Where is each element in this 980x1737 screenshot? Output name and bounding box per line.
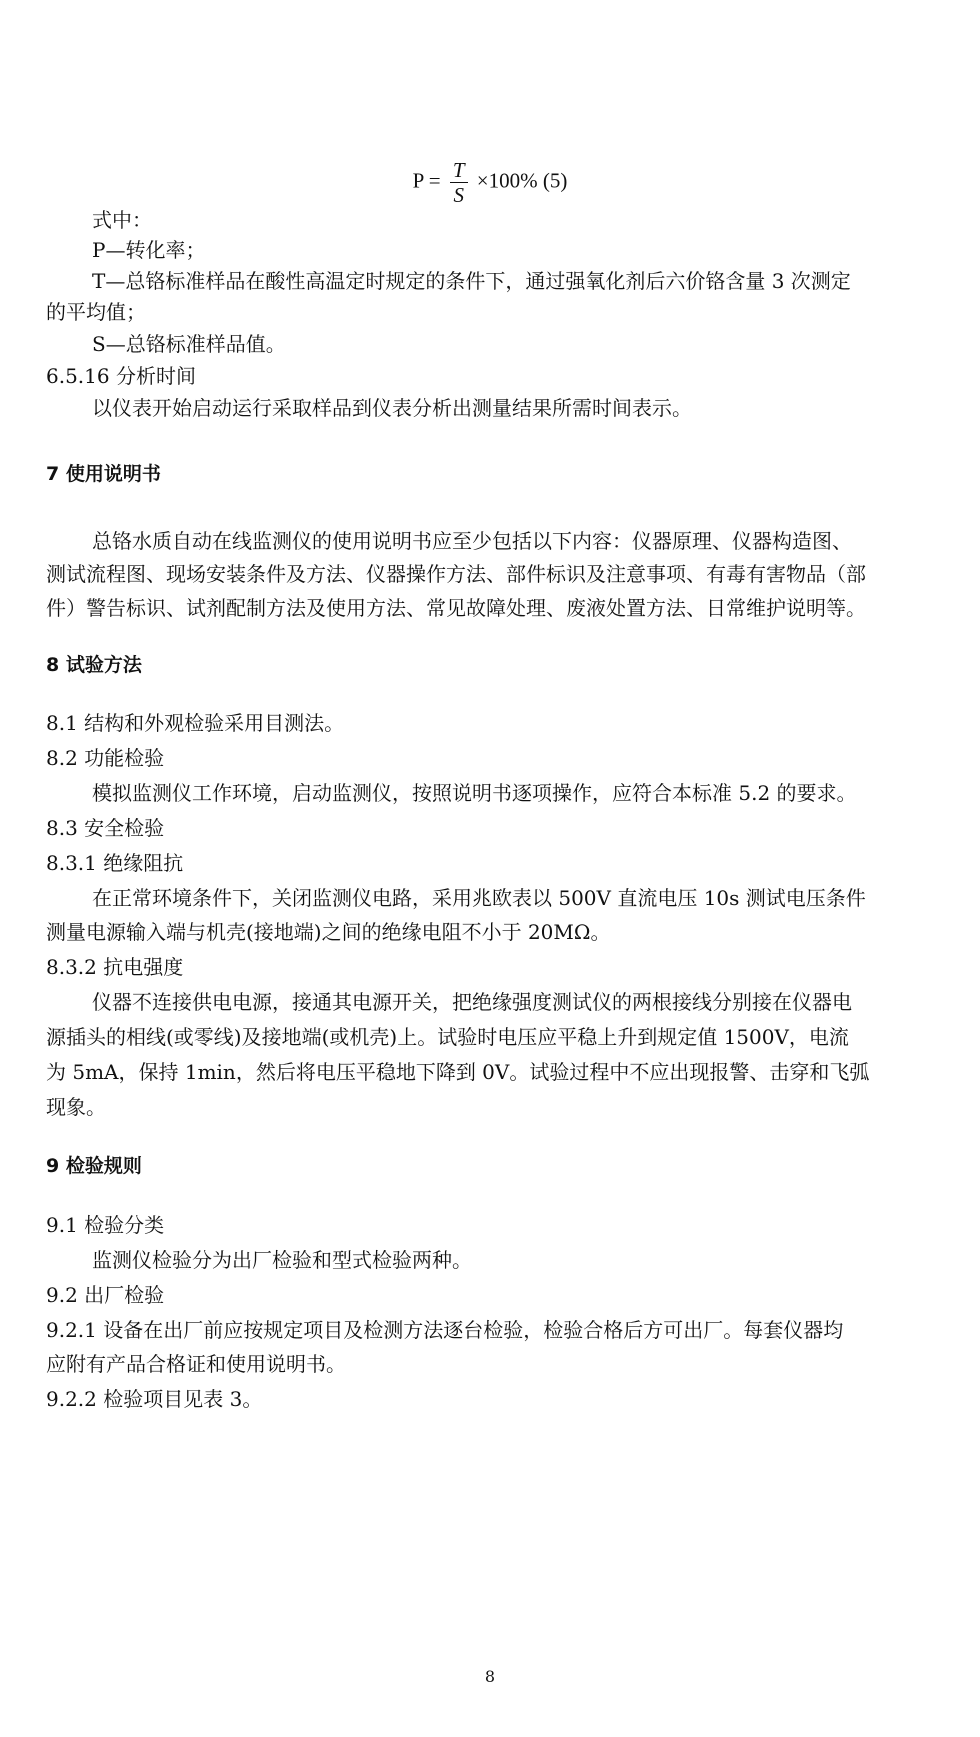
text-line: 9.2.2 检验项目见表 3。 — [46, 1387, 263, 1411]
section-heading: 9 检验规则 — [46, 1155, 142, 1177]
text-line: 仪器不连接供电电源，接通其电源开关，把绝缘强度测试仪的两根接线分别接在仪器电 — [92, 990, 852, 1014]
formula-denominator: S — [453, 183, 464, 207]
text-line: 在正常环境条件下，关闭监测仪电路，采用兆欧表以 500V 直流电压 10s 测试电压条件 — [92, 886, 866, 910]
formula-rhs: ×100% (5) — [476, 168, 568, 193]
text-line: 9.2.1 设备在出厂前应按规定项目及检测方法逐台检验，检验合格后方可出厂。每套仪器均 — [46, 1318, 844, 1342]
section-heading: 8.3.2 抗电强度 — [46, 955, 184, 979]
formula-lhs: P = — [412, 168, 441, 193]
section-heading: 6.5.16 分析时间 — [46, 364, 196, 388]
section-heading: 9.2 出厂检验 — [46, 1283, 165, 1307]
text-line: P—转化率； — [92, 238, 206, 262]
text-line: 应附有产品合格证和使用说明书。 — [46, 1352, 346, 1376]
text-line: 的平均值； — [46, 300, 146, 324]
text-line: 测试流程图、现场安装条件及方法、仪器操作方法、部件标识及注意事项、有毒有害物品（部 — [46, 562, 866, 586]
section-heading: 7 使用说明书 — [46, 463, 161, 485]
text-line: 式中： — [92, 208, 152, 232]
text-line: 模拟监测仪工作环境，启动监测仪，按照说明书逐项操作，应符合本标准 5.2 的要求。 — [92, 781, 857, 805]
text-line: 监测仪检验分为出厂检验和型式检验两种。 — [92, 1248, 472, 1272]
formula-5 — [0, 158, 980, 207]
page-number: 8 — [484, 1667, 496, 1686]
section-heading: 8.3 安全检验 — [46, 816, 165, 840]
text-line: 为 5mA，保持 1min，然后将电压平稳地下降到 0V。试验过程中不应出现报警、击穿和飞弧 — [46, 1060, 870, 1084]
formula-fraction — [450, 158, 468, 207]
text-line: S—总铬标准样品值。 — [92, 332, 286, 356]
text-line: 以仪表开始启动运行采取样品到仪表分析出测量结果所需时间表示。 — [92, 396, 692, 420]
section-heading: 8 试验方法 — [46, 654, 142, 676]
formula-numerator: T — [450, 158, 468, 183]
section-heading: 8.2 功能检验 — [46, 746, 165, 770]
text-line: 件）警告标识、试剂配制方法及使用方法、常见故障处理、废液处置方法、日常维护说明等。 — [46, 596, 866, 620]
section-heading: 8.3.1 绝缘阻抗 — [46, 851, 184, 875]
section-heading: 9.1 检验分类 — [46, 1213, 165, 1237]
text-line: T—总铬标准样品在酸性高温定时规定的条件下，通过强氧化剂后六价铬含量 3 次测定 — [92, 269, 851, 293]
text-line: 现象。 — [46, 1095, 106, 1119]
text-line: 测量电源输入端与机壳(接地端)之间的绝缘电阻不小于 20MΩ。 — [46, 920, 611, 944]
text-line: 8.1 结构和外观检验采用目测法。 — [46, 711, 345, 735]
text-line: 总铬水质自动在线监测仪的使用说明书应至少包括以下内容：仪器原理、仪器构造图、 — [92, 529, 852, 553]
text-line: 源插头的相线(或零线)及接地端(或机壳)上。试验时电压应平稳上升到规定值 1500V，电流 — [46, 1025, 849, 1049]
